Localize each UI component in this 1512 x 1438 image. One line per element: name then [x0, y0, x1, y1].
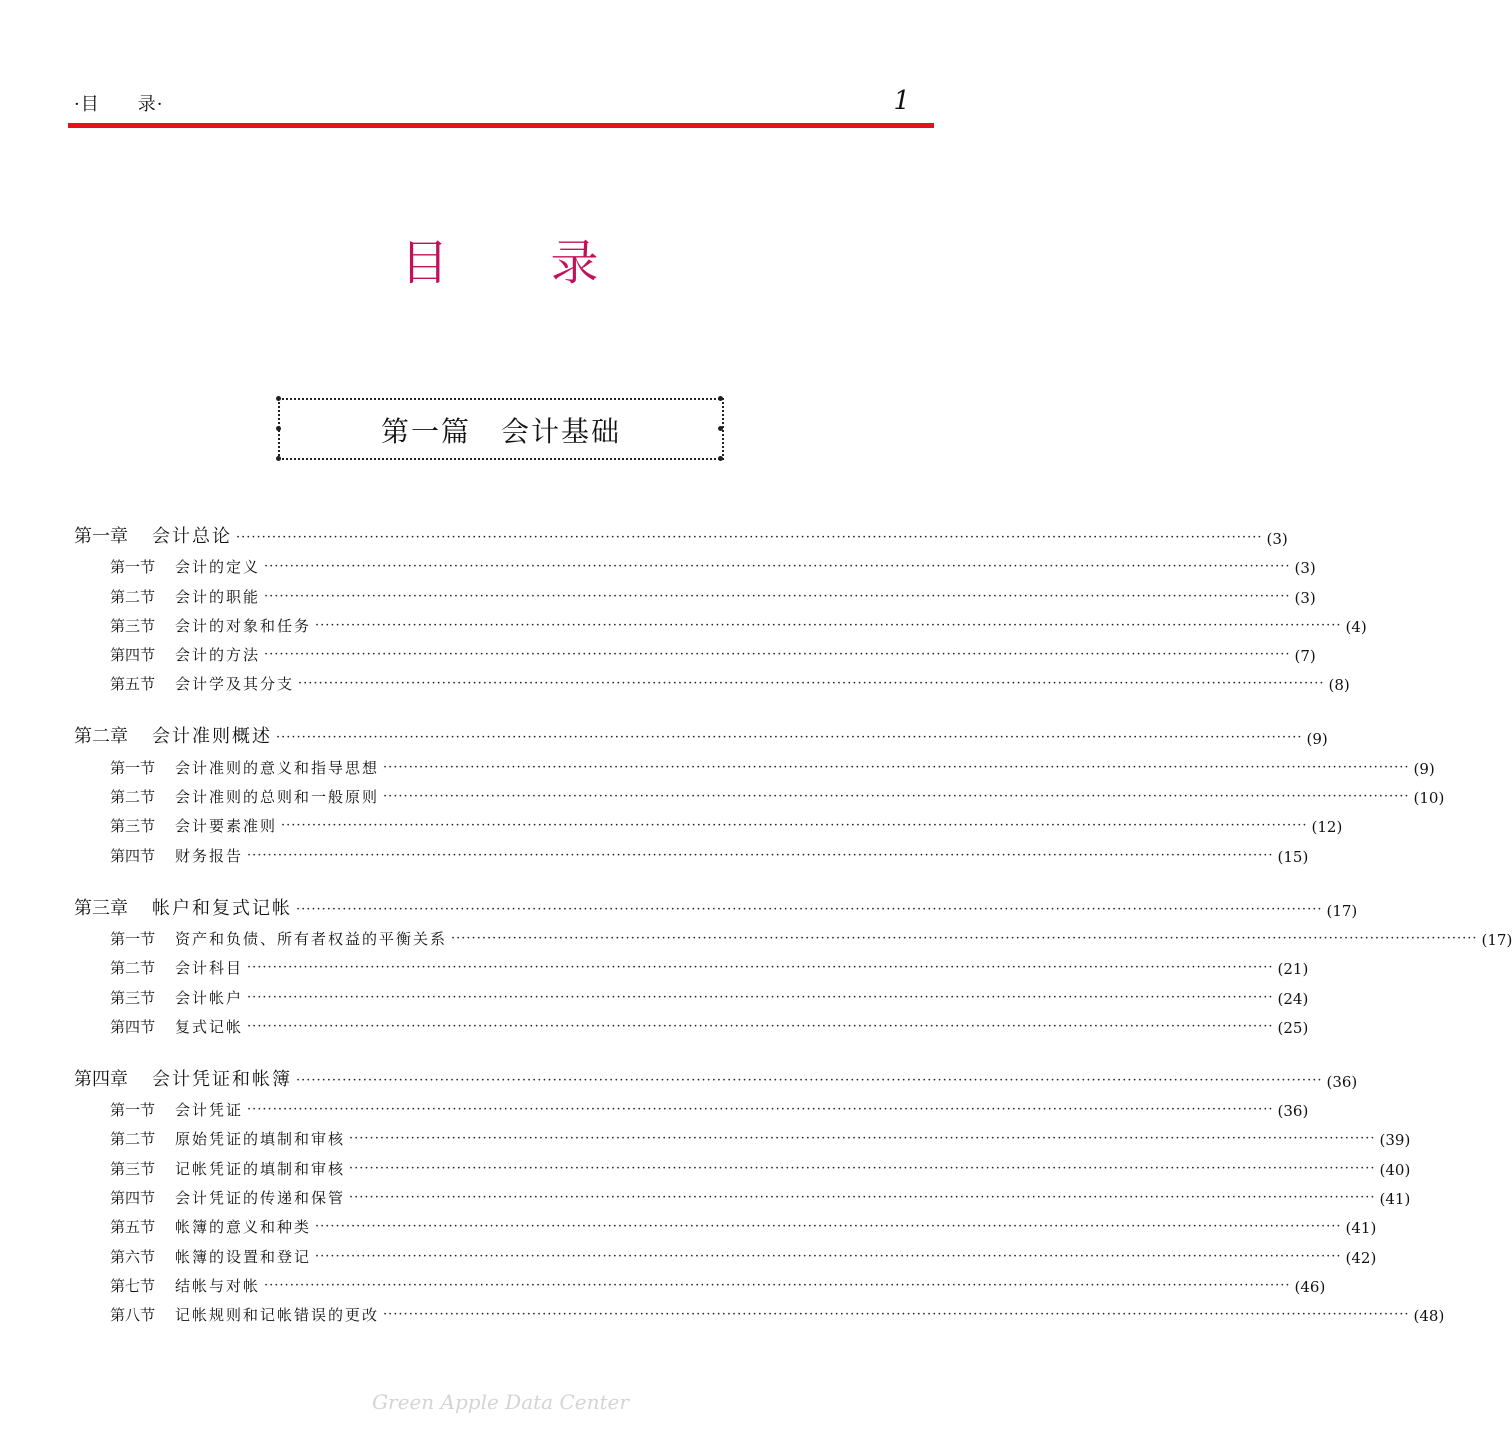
- entry-title: 会计凭证和帐簿: [152, 1068, 292, 1090]
- entry-number: 第一节: [110, 558, 156, 577]
- dot-leader: ········································································································································································································: [276, 730, 1303, 746]
- dot-leader: ········································································································································································································: [281, 818, 1308, 834]
- section-entry[interactable]: [74, 1237, 1377, 1267]
- toc-title: 目 录: [400, 235, 601, 291]
- entry-page: (3): [1294, 588, 1316, 607]
- entry-page: (3): [1294, 559, 1316, 578]
- entry-title: 帐簿的意义和种类: [175, 1218, 312, 1237]
- entry-title: 会计的定义: [175, 558, 261, 577]
- dot-leader: ········································································································································································································: [451, 930, 1478, 946]
- entry-number: 第五节: [110, 1218, 156, 1237]
- entry-title: 会计帐户: [175, 988, 244, 1007]
- border-dot: [718, 456, 723, 461]
- section-entry[interactable]: [74, 807, 1343, 837]
- entry-title: 记帐凭证的填制和审核: [175, 1159, 346, 1178]
- entry-number: 第四节: [110, 1017, 156, 1036]
- section-entry[interactable]: [74, 1008, 1309, 1037]
- dot-leader: ········································································································································································································: [296, 1072, 1323, 1088]
- entry-title: 会计的对象和任务: [175, 616, 312, 635]
- dot-leader: ········································································································································································································: [349, 1131, 1376, 1147]
- entry-page: (4): [1345, 617, 1367, 636]
- dot-leader: ········································································································································································································: [247, 1018, 1274, 1034]
- dot-leader: ········································································································································································································: [298, 676, 1325, 692]
- section-entry[interactable]: [74, 920, 1512, 949]
- entry-page: (46): [1294, 1277, 1326, 1296]
- entry-page: (36): [1326, 1072, 1358, 1091]
- running-header: [68, 88, 934, 118]
- entry-page: (9): [1413, 759, 1435, 778]
- entry-title: 会计凭证: [175, 1101, 244, 1120]
- dot-leader: ········································································································································································································: [264, 647, 1291, 663]
- dot-leader: ········································································································································································································: [315, 1219, 1342, 1235]
- entry-page: (48): [1413, 1307, 1445, 1326]
- entry-number: 第四节: [110, 1189, 156, 1208]
- entry-number: 第二节: [110, 1130, 156, 1149]
- part-title-box: [278, 398, 724, 460]
- dot-leader: ········································································································································································································: [236, 530, 1263, 545]
- chapter-block: [74, 718, 1445, 866]
- entry-number: 第二节: [110, 788, 156, 807]
- section-entry[interactable]: [74, 577, 1316, 607]
- border-dot: [276, 456, 281, 461]
- section-entry[interactable]: [74, 548, 1316, 578]
- entry-number: 第二节: [110, 587, 156, 606]
- dot-leader: ········································································································································································································: [315, 1248, 1342, 1264]
- section-entry[interactable]: [74, 1120, 1411, 1150]
- section-entry[interactable]: [74, 1296, 1445, 1326]
- dot-leader: ········································································································································································································: [247, 1102, 1274, 1118]
- entry-page: (21): [1277, 960, 1309, 979]
- section-entry[interactable]: [74, 665, 1350, 695]
- entry-page: (12): [1311, 818, 1343, 837]
- entry-number: 第三节: [110, 988, 156, 1007]
- entry-number: 第三章: [74, 897, 128, 919]
- dot-leader: ········································································································································································································: [264, 559, 1291, 575]
- dot-leader: ········································································································································································································: [383, 1307, 1410, 1323]
- chapter-block: [74, 890, 1512, 1037]
- entry-title: 财务报告: [175, 846, 244, 865]
- entry-number: 第七节: [110, 1276, 156, 1295]
- entry-title: 会计准则的总则和一般原则: [175, 788, 380, 807]
- entry-title: 结帐与对帐: [175, 1276, 261, 1295]
- entry-title: 会计要素准则: [175, 817, 278, 836]
- chapter-entry[interactable]: [74, 718, 1328, 749]
- entry-page: (39): [1379, 1131, 1411, 1150]
- section-entry[interactable]: [74, 1149, 1411, 1179]
- entry-page: (41): [1379, 1190, 1411, 1209]
- entry-title: 会计凭证的传递和保管: [175, 1189, 346, 1208]
- chapter-entry[interactable]: [74, 518, 1288, 548]
- chapter-entry[interactable]: [74, 890, 1358, 920]
- section-entry[interactable]: [74, 1179, 1411, 1209]
- chapter-entry[interactable]: [74, 1061, 1358, 1091]
- dot-leader: ········································································································································································································: [349, 1190, 1376, 1206]
- entry-title: 复式记帐: [175, 1017, 244, 1036]
- section-entry[interactable]: [74, 778, 1445, 808]
- entry-title: 会计科目: [175, 959, 244, 978]
- entry-title: 会计准则概述: [152, 726, 272, 748]
- section-entry[interactable]: [74, 1091, 1309, 1121]
- entry-title: 会计的职能: [175, 587, 261, 606]
- entry-title: 会计的方法: [175, 646, 261, 665]
- entry-number: 第五节: [110, 675, 156, 694]
- header-rule: [68, 123, 934, 128]
- dot-leader: ········································································································································································································: [264, 588, 1291, 604]
- entry-page: (41): [1345, 1219, 1377, 1238]
- section-entry[interactable]: [74, 607, 1367, 636]
- entry-title: 资产和负债、所有者权益的平衡关系: [175, 929, 448, 948]
- entry-number: 第八节: [110, 1306, 156, 1325]
- dot-leader: ········································································································································································································: [383, 789, 1410, 805]
- entry-number: 第三节: [110, 1159, 156, 1178]
- dot-leader: ········································································································································································································: [383, 759, 1410, 775]
- entry-page: (42): [1345, 1248, 1377, 1267]
- border-dot: [276, 396, 281, 401]
- dot-leader: ········································································································································································································: [315, 617, 1342, 633]
- chapter-block: [74, 1061, 1445, 1326]
- dot-leader: ········································································································································································································: [247, 989, 1274, 1005]
- entry-page: (15): [1277, 847, 1309, 866]
- entry-number: 第一章: [74, 526, 128, 547]
- section-entry[interactable]: [74, 836, 1309, 866]
- entry-page: (3): [1266, 530, 1288, 548]
- dot-leader: ········································································································································································································: [296, 901, 1323, 917]
- entry-page: (9): [1306, 730, 1328, 749]
- entry-number: 第二节: [110, 959, 156, 978]
- border-dot: [718, 426, 723, 431]
- entry-number: 第四节: [110, 646, 156, 665]
- entry-page: (25): [1277, 1018, 1309, 1037]
- entry-title: 会计学及其分支: [175, 675, 295, 694]
- entry-title: 记帐规则和记帐错误的更改: [175, 1306, 380, 1325]
- entry-title: 原始凭证的填制和审核: [175, 1130, 346, 1149]
- entry-page: (17): [1481, 930, 1512, 949]
- dot-leader: ········································································································································································································: [264, 1277, 1291, 1293]
- entry-page: (36): [1277, 1102, 1309, 1121]
- entry-title: 会计总论: [152, 526, 232, 547]
- section-entry[interactable]: [74, 978, 1309, 1008]
- dot-leader: ········································································································································································································: [247, 960, 1274, 976]
- entry-title: 帐簿的设置和登记: [175, 1247, 312, 1266]
- entry-number: 第一节: [110, 1101, 156, 1120]
- border-dot: [718, 396, 723, 401]
- chapter-block: [74, 518, 1367, 695]
- dot-leader: ········································································································································································································: [247, 847, 1274, 863]
- entry-title: 会计准则的意义和指导思想: [175, 758, 380, 777]
- section-entry[interactable]: [74, 636, 1316, 666]
- section-entry[interactable]: [74, 748, 1435, 778]
- entry-number: 第一节: [110, 758, 156, 777]
- section-entry[interactable]: [74, 1267, 1326, 1296]
- section-entry[interactable]: [74, 1208, 1377, 1238]
- entry-number: 第三节: [110, 616, 156, 635]
- entry-number: 第四章: [74, 1068, 128, 1090]
- entry-number: 第六节: [110, 1247, 156, 1266]
- entry-page: (24): [1277, 989, 1309, 1008]
- entry-title: 帐户和复式记帐: [152, 897, 292, 919]
- page-number: 1: [893, 86, 910, 116]
- entry-page: (40): [1379, 1160, 1411, 1179]
- entry-number: 第三节: [110, 817, 156, 836]
- section-entry[interactable]: [74, 949, 1309, 979]
- entry-number: 第二章: [74, 726, 128, 748]
- entry-page: (8): [1328, 676, 1350, 695]
- entry-number: 第一节: [110, 929, 156, 948]
- toc-list: [74, 518, 1512, 1349]
- dot-leader: ········································································································································································································: [349, 1160, 1376, 1176]
- border-dot: [276, 426, 281, 431]
- running-title: ·目 录·: [74, 94, 164, 115]
- entry-page: (7): [1294, 647, 1316, 666]
- part-title: 第一篇 会计基础: [380, 415, 621, 448]
- watermark: Green Apple Data Center: [372, 1390, 629, 1414]
- entry-page: (10): [1413, 789, 1445, 808]
- entry-page: (17): [1326, 901, 1358, 920]
- entry-number: 第四节: [110, 846, 156, 865]
